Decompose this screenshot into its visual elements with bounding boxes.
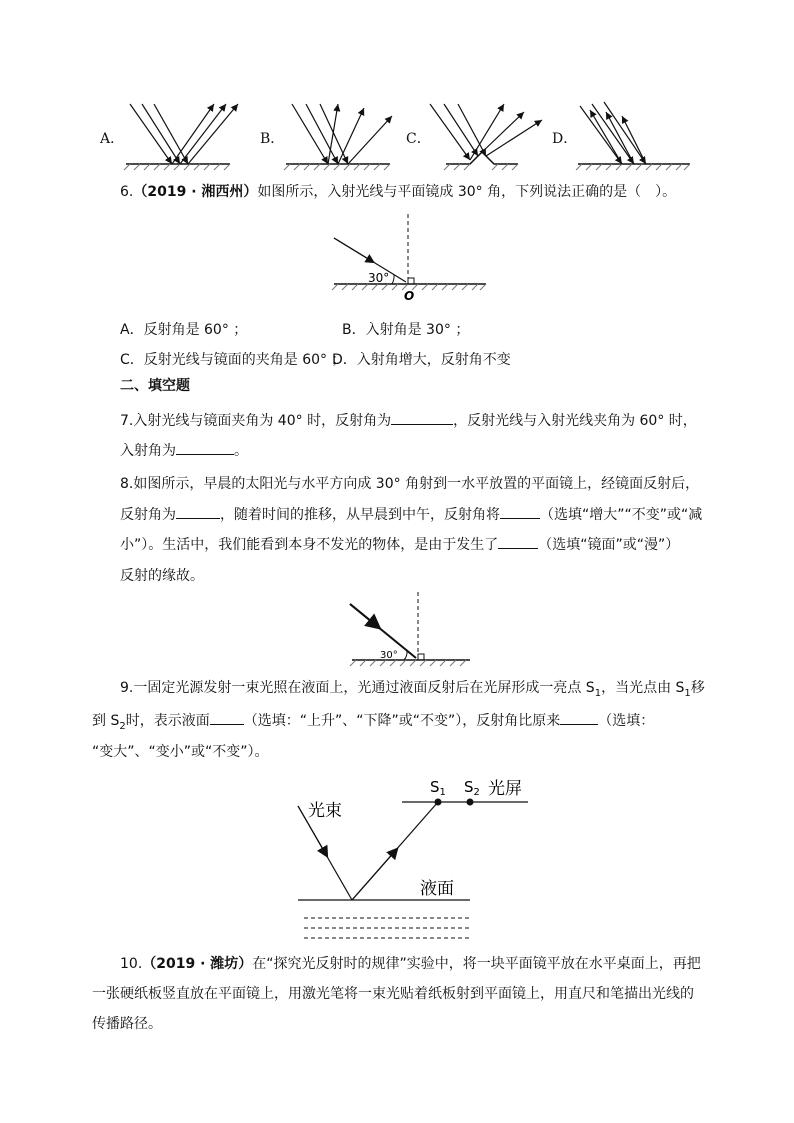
q10-source: （2019 · 潍坊）	[142, 956, 253, 972]
q8-text-a: 反射角为	[120, 507, 176, 523]
q8-figure	[348, 590, 474, 670]
option-c-label: C．	[406, 131, 431, 147]
q9-sub-3: 2	[119, 720, 126, 732]
q6-stem	[120, 182, 676, 202]
q8-text-e: （选填“镜面”或“漫”）	[538, 537, 680, 553]
option-c-diagram	[426, 100, 550, 172]
q8-angle-label: 30°	[380, 650, 398, 661]
section-heading: 二、填空题	[120, 378, 190, 394]
q9-blank-2[interactable]	[560, 710, 598, 725]
q9-line3: “变大”、“变小”或“不变”）。	[92, 744, 269, 760]
q7-text-a: 7.入射光线与镜面夹角为 40° 时，反射角为	[120, 413, 392, 429]
q8-text-b: ，随着时间的推移，从早晨到中午，反射角将	[220, 507, 500, 523]
q8-line1: 8.如图所示，早晨的太阳光与水平方向成 30° 角射到一水平放置的平面镜上，经镜面反射后，	[120, 476, 700, 492]
q9-text-d: 到 S	[92, 713, 120, 729]
q7-text-b: ，反射光线与入射光线夹角为 60° 时，	[453, 413, 697, 429]
q9-beam-label: 光束	[308, 801, 342, 821]
q8-blank-1[interactable]	[176, 504, 220, 519]
q8-line3	[120, 534, 679, 555]
q8-blank-2[interactable]	[500, 504, 540, 519]
q9-text-c: 移	[690, 680, 705, 696]
q6-figure	[330, 210, 490, 302]
q9-line2	[92, 710, 654, 737]
q8-line4: 反射的缘故。	[120, 568, 204, 584]
q9-text-f: （选填：“上升”、“下降”或“不变”），反射角比原来	[243, 713, 561, 729]
q10-line3: 传播路径。	[92, 1016, 162, 1032]
q5-options-row	[100, 100, 700, 172]
q8-line2	[120, 504, 702, 525]
q8-text-c: （选填“增大”“不变”或“减	[540, 507, 703, 523]
option-d-label: D．	[552, 131, 578, 147]
q6-option-b: B．入射角是 30° ；	[342, 322, 470, 338]
q9-figure	[296, 772, 528, 944]
q9-blank-1[interactable]	[210, 710, 244, 725]
q10-number: 10.	[120, 956, 143, 972]
q7-blank-1[interactable]	[391, 410, 453, 425]
q10-line1	[120, 954, 701, 974]
q9-point-s2	[467, 799, 474, 806]
q7-line2	[120, 440, 248, 461]
q7-line1	[120, 410, 697, 431]
q9-s2-label: $S_2$	[464, 778, 480, 798]
q7-blank-2[interactable]	[176, 440, 234, 455]
q9-sub-1: 1	[594, 687, 602, 699]
q7-text-c: 入射角为	[120, 443, 176, 459]
q9-text-g: （选填：	[598, 713, 655, 729]
option-b-label: B．	[260, 131, 285, 147]
option-a-diagram	[120, 100, 244, 172]
q9-screen-label: 光屏	[488, 779, 522, 799]
q9-text-e: 时，表示液面	[125, 713, 210, 729]
q7-text-d: 。	[234, 443, 248, 459]
q6-option-a: A．反射角是 60° ；	[120, 322, 248, 338]
option-a-label: A．	[100, 131, 125, 147]
q9-line1	[120, 678, 705, 704]
option-d-diagram	[572, 100, 696, 172]
q8-text-d: 小”）。生活中，我们能看到本身不发光的物体，是由于发生了	[120, 537, 499, 553]
q6-point-label: O	[404, 289, 415, 302]
q6-stem-text: 如图所示，入射光线与平面镜成 30° 角，下列说法正确的是（ ）。	[257, 184, 677, 200]
q6-angle-label: 30°	[368, 271, 390, 285]
q6-number: 6.	[120, 184, 134, 200]
q9-text-a: 9.一固定光源发射一束光照在液面上，光通过液面反射后在光屏形成一亮点 S	[120, 680, 595, 696]
q9-s1-label: $S_1$	[430, 778, 446, 798]
q9-sub-2: 1	[684, 687, 691, 699]
q6-option-d: D．入射角增大，反射角不变	[332, 352, 511, 368]
option-b-diagram	[280, 100, 404, 172]
q10-line2: 一张硬纸板竖直放在平面镜上，用激光笔将一束光贴着纸板射到平面镜上，用直尺和笔描出光线的	[92, 986, 694, 1002]
q6-source: （2019 · 湘西州）	[133, 184, 258, 200]
q9-liquid-label: 液面	[420, 879, 454, 899]
q10-text-a: 在“探究光反射时的规律”实验中，将一块平面镜平放在水平桌面上，再把	[252, 956, 701, 972]
q8-blank-3[interactable]	[498, 534, 538, 549]
q9-text-b: ，当光点由 S	[601, 680, 685, 696]
q6-option-c: C．反射光线与镜面的夹角是 60° ；	[120, 352, 346, 368]
